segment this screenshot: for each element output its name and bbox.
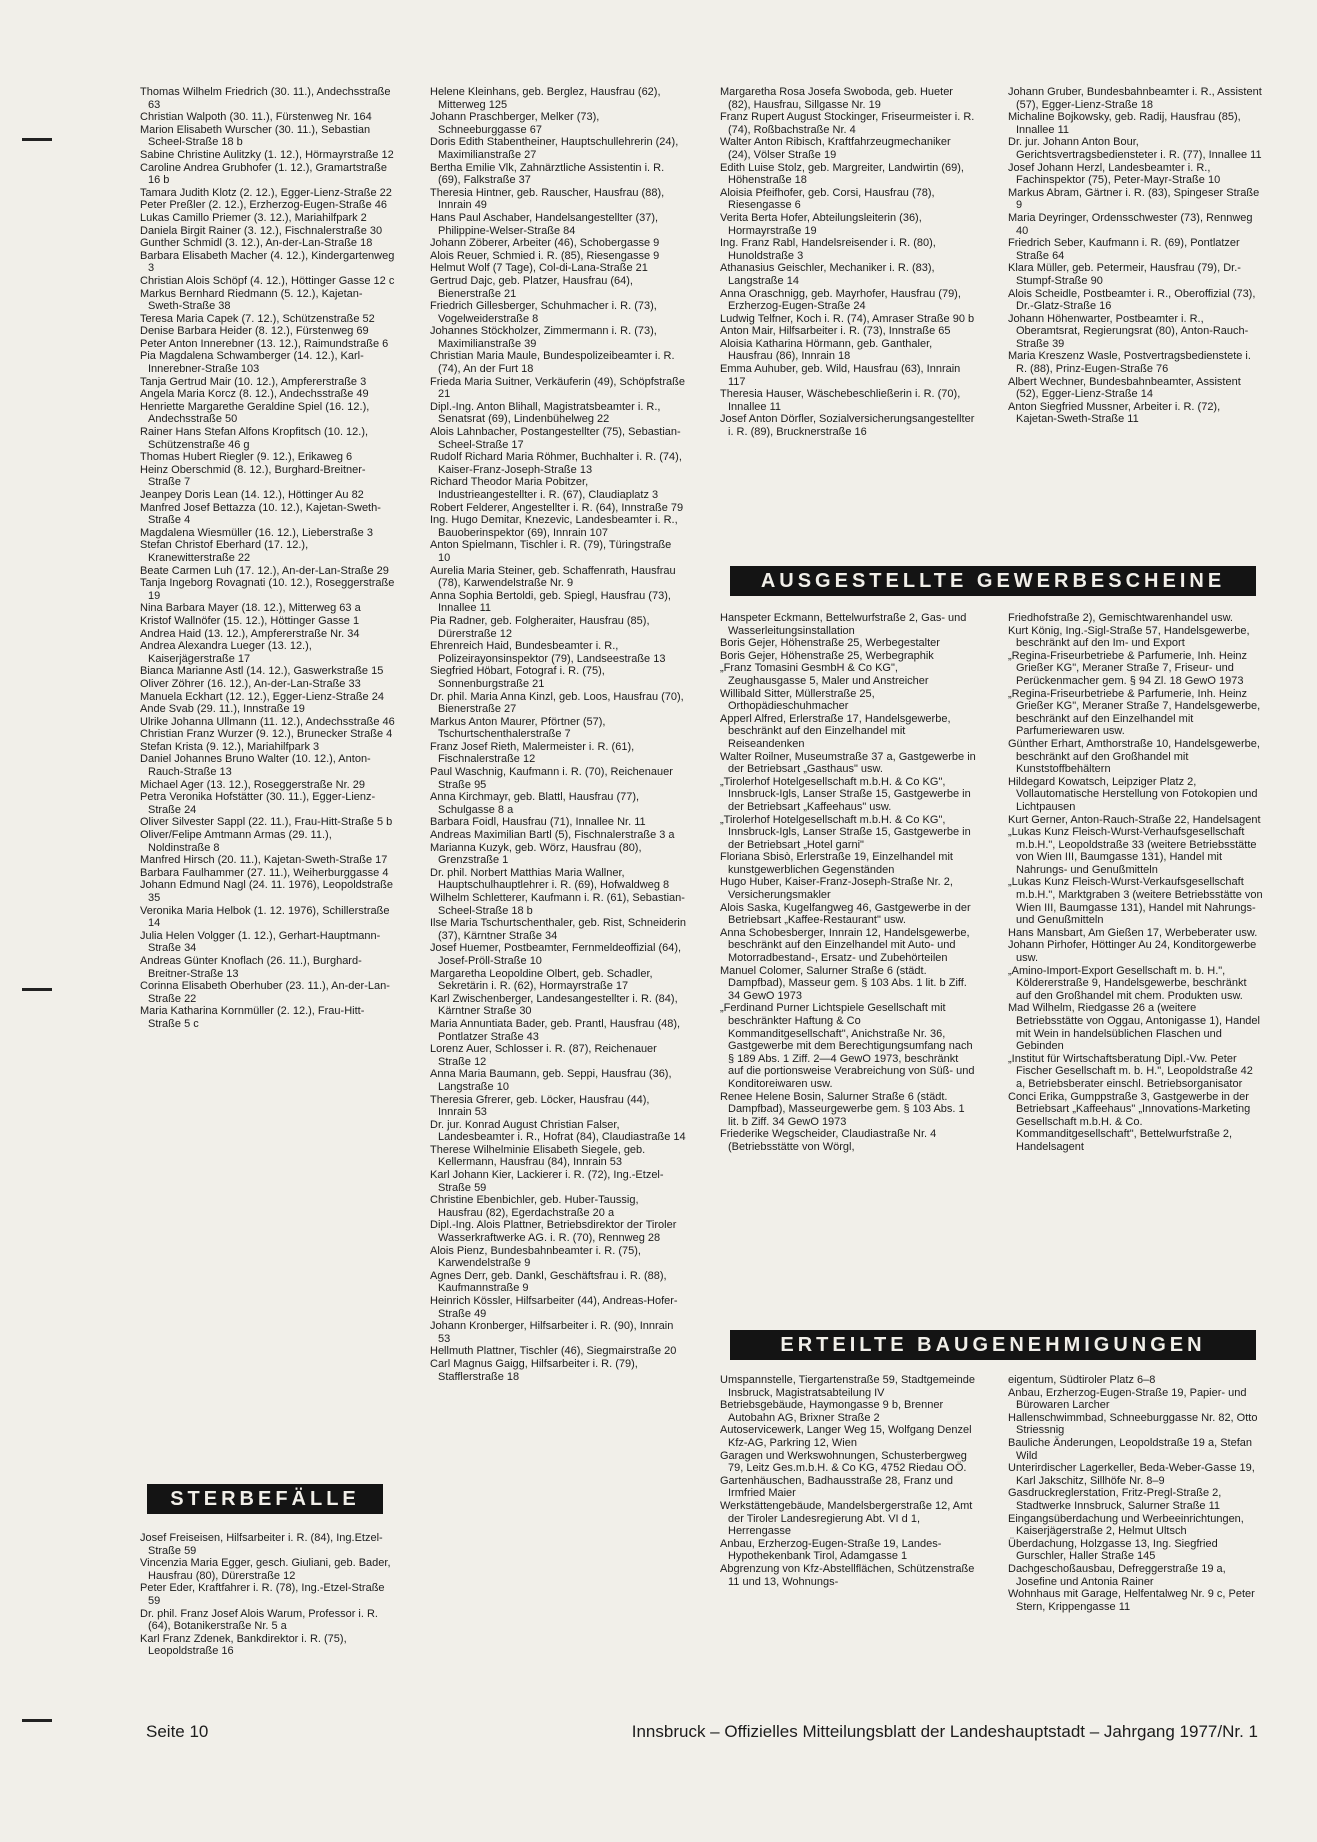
list-entry: Hildegard Kowatsch, Leipziger Platz 2, Vollautomatische Herstellung von Fotokopien und Lichtpausen <box>1008 775 1258 813</box>
list-entry: Robert Felderer, Angestellter i. R. (64), Innstraße 79 <box>430 501 684 514</box>
list-entry: Alois Saska, Kugelfangweg 46, Gastgewerbe in der Betriebsart „Kaffee-Restaurant" usw. <box>720 901 971 927</box>
building-permits-column-2 <box>1008 1374 1264 1613</box>
list-entry: Theresia Hintner, geb. Rauscher, Hausfrau (88), Innrain 49 <box>430 186 665 212</box>
list-entry: Peter Anton Innerebner (13. 12.), Raimundstraße 6 <box>140 337 389 350</box>
list-entry: Christian Franz Wurzer (9. 12.), Brunecker Straße 4 <box>140 728 393 741</box>
list-entry: Veronika Maria Helbok (1. 12. 1976), Schillerstraße 14 <box>140 904 390 930</box>
list-entry: Markus Anton Maurer, Pförtner (57), Tschurtschenthalerstraße 7 <box>430 715 606 741</box>
list-entry: Daniela Birgit Rainer (3. 12.), Fischnalerstraße 30 <box>140 224 383 237</box>
list-entry: Friedrich Seber, Kaufmann i. R. (69), Pontlatzer Straße 64 <box>1008 237 1240 262</box>
list-entry: Karl Franz Zdenek, Bankdirektor i. R. (75), Leopoldstraße 16 <box>140 1632 347 1658</box>
list-entry: Manuel Colomer, Salurner Straße 6 (städt. Dampfbad), Masseur gem. § 103 Abs. 1 lit. b Ziff. 34 GewO 1973 <box>720 964 967 1002</box>
list-entry: Maria Annuntiata Bader, geb. Prantl, Hausfrau (48), Pontlatzer Straße 43 <box>430 1017 681 1043</box>
list-entry: Ulrike Johanna Ullmann (11. 12.), Andechsstraße 46 <box>140 715 395 728</box>
list-entry: Stefan Krista (9. 12.), Mariahilfpark 3 <box>140 740 320 753</box>
list-entry: Hanspeter Eckmann, Bettelwurfstraße 2, Gas- und Wasserleitungsinstallation <box>720 612 967 637</box>
list-entry: Abgrenzung von Kfz-Abstellflächen, Schützenstraße 11 und 13, Wohnungs- <box>720 1562 975 1588</box>
list-entry: Anna Kirchmayr, geb. Blattl, Hausfrau (77), Schulgasse 8 a <box>430 791 640 816</box>
publication-line: Innsbruck – Offizielles Mitteilungsblatt der Landeshauptstadt – Jahrgang 1977/Nr. 1 <box>631 1722 1258 1741</box>
list-entry: Lukas Camillo Priemer (3. 12.), Mariahilfpark 2 <box>140 211 367 224</box>
list-entry: Christian Walpoth (30. 11.), Fürstenweg Nr. 164 <box>140 111 372 124</box>
trade-licenses-column-1 <box>720 612 976 1154</box>
list-entry: Josef Anton Dörfler, Sozialversicherungsangestellter i. R. (89), Brucknerstraße 16 <box>720 413 975 439</box>
list-entry: Rainer Hans Stefan Alfons Kropfitsch (10. 12.), Schützenstraße 46 g <box>140 426 369 451</box>
list-entry: Aloisia Pfeifhofer, geb. Corsi, Hausfrau (78), Riesengasse 6 <box>720 186 935 212</box>
list-entry: Dr. jur. Johann Anton Bour, Gerichtsvertragsbediensteter i. R. (77), Innallee 11 <box>1008 136 1262 161</box>
list-entry: Barbara Faulhammer (27. 11.), Weiherburggasse 4 <box>140 866 389 879</box>
list-entry: Ludwig Telfner, Koch i. R. (74), Amraser Straße 90 b <box>720 312 975 325</box>
list-entry: Corinna Elisabeth Oberhuber (23. 11.), An-der-Lan-Straße 22 <box>140 980 390 1005</box>
list-entry: eigentum, Südtiroler Platz 6–8 <box>1008 1374 1156 1386</box>
list-entry: Willibald Sitter, Müllerstraße 25, Orthopädieschuhmacher <box>720 687 875 713</box>
list-entry: Anna Sophia Bertoldi, geb. Spiegl, Hausfrau (73), Innallee 11 <box>430 589 671 615</box>
list-entry: Theresia Hauser, Wäschebeschließerin i. R. (70), Innallee 11 <box>720 388 961 413</box>
list-entry: Dr. jur. Konrad August Christian Falser, Landesbeamter i. R., Hofrat (84), Claudiastraße 14 <box>430 1118 686 1144</box>
list-entry: Oliver/Felipe Amtmann Armas (29. 11.), Noldinstraße 8 <box>140 829 332 854</box>
list-entry: Therese Wilhelminie Elisabeth Siegele, geb. Kellermann, Hausfrau (84), Innrain 53 <box>430 1143 646 1169</box>
list-entry: Friedhofstraße 2), Gemischtwarenhandel usw. <box>1008 612 1233 624</box>
list-entry: Dr. phil. Franz Josef Alois Warum, Professor i. R. (64), Botanikerstraße Nr. 5 a <box>140 1607 378 1633</box>
list-entry: Eingangsüberdachung und Werbeeinrichtungen, Kaiserjägerstraße 2, Helmut Ultsch <box>1008 1512 1244 1538</box>
building-permits-column-1 <box>720 1374 976 1588</box>
list-entry: Günther Erhart, Amthorstraße 10, Handelsgewerbe, beschränkt auf den Großhandel mit Kunststoffbehältern <box>1008 737 1260 776</box>
trade-licenses-column-2 <box>1008 612 1264 1154</box>
section-heading-sterbefaelle: STERBEFÄLLE <box>147 1484 383 1514</box>
page-number: Seite 10 <box>146 1722 209 1741</box>
section-heading-baugenehmigungen: ERTEILTE BAUGENEHMIGUNGEN <box>730 1330 1256 1360</box>
list-entry: Dipl.-Ing. Alois Plattner, Betriebsdirektor der Tiroler Wasserkraftwerke AG. i. R. (70), Rennweg 28 <box>430 1219 677 1245</box>
list-entry: „Tirolerhof Hotelgesellschaft m.b.H. & Co KG", Innsbruck-Igls, Lanser Straße 15, Gastgewerbe in der Betriebsart „Kaffeehaus" usw. <box>720 775 971 813</box>
list-entry: Bauliche Änderungen, Leopoldstraße 19 a, Stefan Wild <box>1008 1436 1253 1462</box>
list-entry: Hans Mansbart, Am Gießen 17, Werbeberater usw. <box>1008 926 1258 939</box>
list-entry: Anna Oraschnigg, geb. Mayrhofer, Hausfrau (79), Erzherzog-Eugen-Straße 24 <box>720 287 961 313</box>
list-entry: Teresa Maria Capek (7. 12.), Schützenstraße 52 <box>140 312 375 325</box>
list-entry: Pia Radner, geb. Folgheraiter, Hausfrau (85), Dürerstraße 12 <box>430 614 650 640</box>
list-entry: Maria Deyringer, Ordensschwester (73), Rennweg 40 <box>1008 211 1253 237</box>
list-entry: Anna Maria Baumann, geb. Seppi, Hausfrau (36), Langstraße 10 <box>430 1068 672 1093</box>
list-entry: Überdachung, Holzgasse 13, Ing. Siegfried Gurschler, Haller Straße 145 <box>1008 1537 1218 1563</box>
list-entry: Aurelia Maria Steiner, geb. Schaffenrath, Hausfrau (78), Karwendelstraße Nr. 9 <box>430 564 676 590</box>
list-entry: Peter Preßler (2. 12.), Erzherzog-Eugen-Straße 46 <box>140 199 387 212</box>
list-entry: Kurt König, Ing.-Sigl-Straße 57, Handelsgewerbe, beschränkt auf den Im- und Export <box>1008 624 1250 650</box>
list-entry: Angela Maria Korcz (8. 12.), Andechsstraße 49 <box>140 388 369 401</box>
list-entry: Michael Ager (13. 12.), Roseggerstraße Nr. 29 <box>140 778 365 791</box>
list-entry: Johann Zöberer, Arbeiter (46), Schobergasse 9 <box>430 237 660 250</box>
list-entry: Denise Barbara Heider (8. 12.), Fürstenweg 69 <box>140 325 369 338</box>
list-entry: Christian Maria Maule, Bundespolizeibeamter i. R. (74), An der Furt 18 <box>430 350 675 376</box>
list-entry: Friederike Wegscheider, Claudiastraße Nr. 4 (Betriebsstätte von Wörgl, <box>720 1128 937 1153</box>
margin-mark <box>22 1719 52 1722</box>
list-entry: Manuela Eckhart (12. 12.), Egger-Lienz-Straße 24 <box>140 690 384 703</box>
list-entry: Oliver Silvester Sappl (22. 11.), Frau-Hitt-Straße 5 b <box>140 816 393 829</box>
list-entry: Markus Abram, Gärtner i. R. (83), Spingeser Straße 9 <box>1008 186 1260 212</box>
list-entry: Gartenhäuschen, Badhausstraße 28, Franz und Irmfried Maier <box>720 1474 953 1500</box>
list-entry: „Lukas Kunz Fleisch-Wurst-Verhaufsgesellschaft m.b.H.", Leopoldstraße 33 (weitere Betriebsstätte von Wien III, Baumgasse 131), Handel mit Nahrungs- und Genußmitteln <box>1008 826 1257 876</box>
list-entry: Pia Magdalena Schwamberger (14. 12.), Karl-Innerebner-Straße 103 <box>140 350 364 376</box>
list-entry: Betriebsgebäude, Haymongasse 9 b, Brenner Autobahn AG, Brixner Straße 2 <box>720 1399 944 1424</box>
list-entry: Lorenz Auer, Schlosser i. R. (87), Reichenauer Straße 12 <box>430 1043 657 1068</box>
list-entry: Franz Josef Rieth, Malermeister i. R. (61), Fischnalerstraße 12 <box>430 740 635 766</box>
list-entry: Josef Huemer, Postbeamter, Fernmeldeoffizial (64), Josef-Pröll-Straße 10 <box>430 942 682 967</box>
list-entry: Hellmuth Plattner, Tischler (46), Siegmairstraße 20 <box>430 1345 677 1358</box>
list-entry: Floriana Sbisò, Erlerstraße 19, Einzelhandel mit kunstgewerblichen Gegenständen <box>720 851 953 876</box>
list-entry: „Regina-Friseurbetriebe & Parfumerie, Inh. Heinz Grießer KG", Meraner Straße 7, Handelsgewerbe, beschränkt auf den Einzelhandel mit Parfumeriewaren usw. <box>1008 687 1261 738</box>
list-entry: Conci Erika, Gumppstraße 3, Gastgewerbe in der Betriebsart „Kaffeehaus" „Innovations-Marketing Gesellschaft m.b.H. & Co. Kommanditgesellschaft", Bettelwurfstraße 2, Handelsagent <box>1008 1090 1251 1153</box>
list-entry: Thomas Hubert Riegler (9. 12.), Erikaweg 6 <box>140 451 353 464</box>
list-entry: Gertrud Dajc, geb. Platzer, Hausfrau (64), Bienerstraße 21 <box>430 274 633 300</box>
list-entry: Nina Barbara Mayer (18. 12.), Mitterweg 63 a <box>140 602 361 615</box>
list-entry: Unterirdischer Lagerkeller, Beda-Weber-Gasse 19, Karl Jakschitz, Sillhöfe Nr. 8–9 <box>1008 1462 1255 1487</box>
list-entry: Michaline Bojkowsky, geb. Radij, Hausfrau (85), Innallee 11 <box>1008 111 1241 136</box>
list-entry: Christian Alois Schöpf (4. 12.), Höttinger Gasse 12 c <box>140 274 395 287</box>
list-entry: „Tirolerhof Hotelgesellschaft m.b.H. & Co KG", Innsbruck-Igls, Lanser Straße 15, Gastgewerbe in der Betriebsart „Hotel garni" <box>720 813 971 851</box>
list-entry: Dipl.-Ing. Anton Blihall, Magistratsbeamter i. R., Senatsrat (69), Lindenbühelweg 22 <box>430 400 661 426</box>
list-entry: Johann Praschberger, Melker (73), Schneeburggasse 67 <box>430 111 600 136</box>
list-entry: Agnes Derr, geb. Dankl, Geschäftsfrau i. R. (88), Kaufmannstraße 9 <box>430 1269 667 1295</box>
list-entry: Johann Edmund Nagl (24. 11. 1976), Leopoldstraße 35 <box>140 879 393 904</box>
margin-mark <box>22 988 52 991</box>
list-entry: Wilhelm Schletterer, Kaufmann i. R. (61), Sebastian-Scheel-Straße 18 b <box>430 892 685 917</box>
list-entry: Magdalena Wiesmüller (16. 12.), Lieberstraße 3 <box>140 526 373 539</box>
list-entry: Sabine Christine Aulitzky (1. 12.), Hörmayrstraße 12 <box>140 148 394 161</box>
list-entry: Dr. phil. Norbert Matthias Maria Wallner, Hauptschulhauptlehrer i. R. (69), Hofwaldweg 8 <box>430 866 670 892</box>
list-entry: Barbara Foidl, Hausfrau (71), Innallee Nr. 11 <box>430 816 646 829</box>
list-entry: Anton Siegfried Mussner, Arbeiter i. R. (72), Kajetan-Sweth-Straße 11 <box>1008 400 1221 426</box>
list-entry: Josef Freiseisen, Hilfsarbeiter i. R. (84), Ing.Etzel-Straße 59 <box>140 1532 383 1557</box>
list-entry: Ehrenreich Haid, Bundesbeamter i. R., Polizeirayonsinspektor (79), Landseestraße 13 <box>430 640 666 665</box>
list-entry: Alois Pienz, Bundesbahnbeamter i. R. (75), Karwendelstraße 9 <box>430 1244 641 1270</box>
list-entry: Heinrich Kössler, Hilfsarbeiter (44), Andreas-Hofer-Straße 49 <box>430 1295 678 1320</box>
list-entry: Karl Zwischenberger, Landesangestellter i. R. (84), Kärntner Straße 30 <box>430 992 678 1018</box>
list-entry: Ande Svab (29. 11.), Innstraße 19 <box>140 703 305 716</box>
list-entry: Manfred Hirsch (20. 11.), Kajetan-Sweth-Straße 17 <box>140 854 388 867</box>
list-entry: Umspannstelle, Tiergartenstraße 59, Stadtgemeinde Insbruck, Magistratsabteilung IV <box>720 1374 975 1399</box>
list-entry: Hallenschwimmbad, Schneeburggasse Nr. 82, Otto Striessnig <box>1008 1411 1258 1437</box>
list-entry: Maria Katharina Kornmüller (2. 12.), Frau-Hitt-Straße 5 c <box>140 1005 365 1030</box>
list-entry: „Institut für Wirtschaftsberatung Dipl.-Vw. Peter Fischer Gesellschaft m. b. H.", Leopoldstraße 42 a, Betriebsberater einschl. Betriebsorganisator <box>1008 1052 1253 1090</box>
list-entry: Manfred Josef Bettazza (10. 12.), Kajetan-Sweth-Straße 4 <box>140 501 381 527</box>
list-entry: Edith Luise Stolz, geb. Margreiter, Landwirtin (69), Höhenstraße 18 <box>720 161 964 187</box>
list-entry: Heinz Oberschmid (8. 12.), Burghard-Breitner-Straße 7 <box>140 463 366 489</box>
list-entry: Werkstättengebäude, Mandelsbergerstraße 12, Amt der Tiroler Landesregierung Abt. VI d 1, Herrengasse <box>720 1499 973 1538</box>
list-entry: Bianca Marianne Astl (14. 12.), Gaswerkstraße 15 <box>140 665 384 678</box>
list-entry: Thomas Wilhelm Friedrich (30. 11.), Andechsstraße 63 <box>140 86 391 111</box>
list-entry: Karl Johann Kier, Lackierer i. R. (72), Ing.-Etzel-Straße 59 <box>430 1169 664 1194</box>
list-entry: Hans Paul Aschaber, Handelsangestellter (37), Philippine-Welser-Straße 84 <box>430 211 659 237</box>
deaths-column-2 <box>430 86 686 1383</box>
list-entry: Kristof Wallnöfer (15. 12.), Höttinger Gasse 1 <box>140 614 360 627</box>
list-entry: Athanasius Geischler, Mechaniker i. R. (83), Langstraße 14 <box>720 262 935 287</box>
list-entry: Ing. Franz Rabl, Handelsreisender i. R. (80), Hunoldstraße 3 <box>720 237 936 262</box>
list-entry: Friedrich Gillesberger, Schuhmacher i. R. (73), Vogelweiderstraße 8 <box>430 300 657 325</box>
list-entry: Johann Kronberger, Hilfsarbeiter i. R. (90), Innrain 53 <box>430 1320 674 1345</box>
list-entry: Peter Eder, Kraftfahrer i. R. (78), Ing.-Etzel-Straße 59 <box>140 1582 385 1607</box>
list-entry: Tanja Ingeborg Rovagnati (10. 12.), Roseggerstraße 19 <box>140 577 395 602</box>
list-entry: Doris Edith Stabentheiner, Hauptschullehrerin (24), Maximilianstraße 27 <box>430 136 679 161</box>
list-entry: Oliver Zöhrer (16. 12.), An-der-Lan-Straße 33 <box>140 677 361 690</box>
list-entry: Marianna Kuzyk, geb. Wörz, Hausfrau (80), Grenzstraße 1 <box>430 841 642 867</box>
list-entry: „Franz Tomasini GesmbH & Co KG", Zeughausgasse 5, Maler und Anstreicher <box>720 662 929 687</box>
list-entry: Gasdruckreglerstation, Fritz-Pregl-Straße 2, Stadtwerke Innsbruck, Salurner Straße 11 <box>1008 1487 1222 1512</box>
list-entry: Siegfried Höbart, Fotograf i. R. (75), Sonnenburgstraße 21 <box>430 665 605 690</box>
list-entry: Gunther Schmidl (3. 12.), An-der-Lan-Straße 18 <box>140 237 373 250</box>
list-entry: Tamara Judith Klotz (2. 12.), Egger-Lienz-Straße 22 <box>140 186 392 199</box>
list-entry: Alois Scheidle, Postbeamter i. R., Oberoffizial (73), Dr.-Glatz-Straße 16 <box>1008 287 1256 313</box>
deaths-column-3 <box>720 86 976 439</box>
list-entry: Walter Anton Ribisch, Kraftfahrzeugmechaniker (24), Völser Straße 19 <box>720 136 951 161</box>
list-entry: Ing. Hugo Demitar, Knezevic, Landesbeamter i. R., Bauoberinspektor (69), Innrain 107 <box>430 514 678 539</box>
list-entry: Walter Roilner, Museumstraße 37 a, Gastgewerbe in der Betriebsart „Gasthaus" usw. <box>720 750 976 776</box>
list-entry: Johann Gruber, Bundesbahnbeamter i. R., Assistent (57), Egger-Lienz-Straße 18 <box>1008 86 1262 111</box>
list-entry: Helmut Wolf (7 Tage), Col-di-Lana-Straße 21 <box>430 262 648 275</box>
list-entry: Paul Waschnig, Kaufmann i. R. (70), Reichenauer Straße 95 <box>430 766 673 791</box>
deaths-column-4 <box>1008 86 1264 426</box>
list-entry: Aloisia Katharina Hörmann, geb. Ganthaler, Hausfrau (86), Innrain 18 <box>720 337 933 363</box>
list-entry: „Amino-Import-Export Gesellschaft m. b. H.", Köldererstraße 9, Handelsgewerbe, beschränkt auf den Großhandel mit chem. Produkten usw. <box>1008 964 1247 1002</box>
section-heading-gewerbescheine: AUSGESTELLTE GEWERBESCHEINE <box>730 566 1256 596</box>
list-entry: Dachgeschoßausbau, Defreggerstraße 19 a, Josefine und Antonia Rainer <box>1008 1562 1226 1588</box>
list-entry: Christine Ebenbichler, geb. Huber-Taussig, Hausfrau (82), Egerdachstraße 20 a <box>430 1194 639 1219</box>
list-entry: Margaretha Rosa Josefa Swoboda, geb. Hueter (82), Hausfrau, Sillgasse Nr. 19 <box>720 86 953 111</box>
list-entry: Hugo Huber, Kaiser-Franz-Joseph-Straße Nr. 2, Versicherungsmakler <box>720 876 953 902</box>
list-entry: Renee Helene Bosin, Salurner Straße 6 (städt. Dampfbad), Masseurgewerbe gem. § 103 Abs. 1 lit. b Ziff. 34 GewO 1973 <box>720 1090 965 1128</box>
list-entry: Theresia Gfrerer, geb. Löcker, Hausfrau (44), Innrain 53 <box>430 1093 650 1119</box>
list-entry: Boris Gejer, Höhenstraße 25, Werbegraphik <box>720 649 934 662</box>
list-entry: Marion Elisabeth Wurscher (30. 11.), Sebastian Scheel-Straße 18 b <box>140 123 371 149</box>
births-column <box>140 86 396 1031</box>
list-entry: Tanja Gertrud Mair (10. 12.), Ampfererstraße 3 <box>140 375 367 388</box>
list-entry: Alois Lahnbacher, Postangestellter (75), Sebastian-Scheel-Straße 17 <box>430 426 681 451</box>
list-entry: Emma Auhuber, geb. Wild, Hausfrau (63), Innrain 117 <box>720 363 961 388</box>
list-entry: Julia Helen Volgger (1. 12.), Gerhart-Hauptmann-Straße 34 <box>140 929 381 955</box>
list-entry: Helene Kleinhans, geb. Berglez, Hausfrau (62), Mitterweg 125 <box>430 86 661 111</box>
list-entry: Frieda Maria Suitner, Verkäuferin (49), Schöpfstraße 21 <box>430 375 685 401</box>
list-entry: Boris Gejer, Höhenstraße 25, Werbegestalter <box>720 637 940 650</box>
list-entry: Alois Reuer, Schmied i. R. (85), Riesengasse 9 <box>430 249 660 262</box>
list-entry: Andreas Maximilian Bartl (5), Fischnalerstraße 3 a <box>430 829 675 842</box>
list-entry: Jeanpey Doris Lean (14. 12.), Höttinger Au 82 <box>140 489 364 501</box>
list-entry: Anbau, Erzherzog-Eugen-Straße 19, Landes-Hypothekenbank Tirol, Adamgasse 1 <box>720 1537 942 1563</box>
list-entry: Albert Wechner, Bundesbahnbeamter, Assistent (52), Egger-Lienz-Straße 14 <box>1008 375 1241 401</box>
list-entry: Andrea Alexandra Lueger (13. 12.), Kaiserjägerstraße 17 <box>140 640 312 665</box>
list-entry: Maria Kreszenz Wasle, Postvertragsbedienstete i. R. (88), Prinz-Eugen-Straße 76 <box>1008 350 1251 376</box>
list-entry: Ilse Maria Tschurtschenthaler, geb. Rist, Schneiderin (37), Kärntner Straße 34 <box>430 917 686 942</box>
list-entry: Klara Müller, geb. Petermeir, Hausfrau (79), Dr.-Stumpf-Straße 90 <box>1008 262 1241 287</box>
list-entry: Franz Rupert August Stockinger, Friseurmeister i. R. (74), Roßbachstraße Nr. 4 <box>720 111 975 136</box>
list-entry: Anton Mair, Hilfsarbeiter i. R. (73), Innstraße 65 <box>720 325 951 338</box>
list-entry: Anton Spielmann, Tischler i. R. (79), Türingstraße 10 <box>430 539 672 564</box>
list-entry: Autoservicewerk, Langer Weg 15, Wolfgang Denzel Kfz-AG, Parkring 12, Wien <box>720 1424 972 1449</box>
list-entry: Johann Höhenwarter, Postbeamter i. R., Oberamtsrat, Regierungsrat (80), Anton-Rauch-Straße 39 <box>1008 312 1249 350</box>
list-entry: Johannes Stöckholzer, Zimmermann i. R. (73), Maximilianstraße 39 <box>430 325 657 350</box>
list-entry: Henriette Margarethe Geraldine Spiel (16. 12.), Andechsstraße 50 <box>140 400 370 426</box>
list-entry: Kurt Gerner, Anton-Rauch-Straße 22, Handelsagent <box>1008 813 1261 826</box>
list-entry: Anbau, Erzherzog-Eugen-Straße 19, Papier- und Bürowaren Larcher <box>1008 1386 1247 1412</box>
list-entry: Apperl Alfred, Erlerstraße 17, Handelsgewerbe, beschränkt auf den Einzelhandel mit Reiseandenken <box>720 712 951 750</box>
list-entry: Andrea Haid (13. 12.), Ampfererstraße Nr. 34 <box>140 627 360 640</box>
list-entry: Petra Veronika Hofstätter (30. 11.), Egger-Lienz-Straße 24 <box>140 791 376 816</box>
list-entry: Wohnhaus mit Garage, Helfentalweg Nr. 9 c, Peter Stern, Krippengasse 11 <box>1008 1588 1255 1613</box>
list-entry: Richard Theodor Maria Pobitzer, Industrieangestellter i. R. (67), Claudiaplatz 3 <box>430 476 659 501</box>
list-entry: Dr. phil. Maria Anna Kinzl, geb. Loos, Hausfrau (70), Bienerstraße 27 <box>430 690 684 716</box>
margin-mark <box>22 138 52 141</box>
list-entry: „Ferdinand Purner Lichtspiele Gesellschaft mit beschränkter Haftung & Co Kommanditgesellschaft", Anichstraße Nr. 36, Gastgewerbe mit dem Berechtigungsumfang nach § 189 Abs. 1 Ziff. 2—4 GewO 1973, beschränkt auf die portionsweise Verabreichung von Süß- und Konditoreiwaren usw. <box>720 1002 975 1090</box>
list-entry: Barbara Elisabeth Macher (4. 12.), Kindergartenweg 3 <box>140 249 395 275</box>
list-entry: Mad Wilhelm, Riedgasse 26 a (weitere Betriebsstätte von Oggau, Antonigasse 1), Handel mit Wein in handelsüblichen Flaschen und Gebinden <box>1008 1002 1260 1053</box>
list-entry: Vincenzia Maria Egger, gesch. Giuliani, geb. Bader, Hausfrau (80), Dürerstraße 12 <box>140 1557 391 1582</box>
list-entry: Garagen und Werkswohnungen, Schusterbergweg 79, Leitz Ges.m.b.H. & Co KG, 4752 Riedau OÖ. <box>720 1449 967 1475</box>
list-entry: „Regina-Friseurbetriebe & Parfumerie, Inh. Heinz Grießer KG", Meraner Straße 7, Friseur- und Perückenmacher gem. § 94 Zl. 18 GewO 1973 <box>1008 649 1248 687</box>
list-entry: Bertha Emilie Vlk, Zahnärztliche Assistentin i. R. (69), Falkstraße 37 <box>430 161 665 187</box>
list-entry: Stefan Christof Eberhard (17. 12.), Kranewitterstraße 22 <box>140 539 309 564</box>
list-entry: „Lukas Kunz Fleisch-Wurst-Verkaufsgesellschaft m.b.H.", Marktgraben 3 (weitere Betriebsstätte von Wien III, Baumgasse 131), Handel mit Nahrungs- und Genußmitteln <box>1008 876 1263 927</box>
list-entry: Verita Berta Hofer, Abteilungsleiterin (36), Hormayrstraße 19 <box>720 211 922 237</box>
list-entry: Markus Bernhard Riedmann (5. 12.), Kajetan-Sweth-Straße 38 <box>140 287 363 313</box>
list-entry: Margaretha Leopoldine Olbert, geb. Schadler, Sekretärin i. R. (62), Hormayrstraße 17 <box>430 967 653 993</box>
list-entry: Anna Schobesberger, Innrain 12, Handelsgewerbe, beschränkt auf den Einzelhandel mit Auto- und Motorradbestand-, Ersatz- und Zubehörteilen <box>720 926 970 965</box>
list-entry: Caroline Andrea Grubhofer (1. 12.), Gramartstraße 16 b <box>140 161 387 187</box>
deaths-column-1 <box>140 1532 396 1658</box>
list-entry: Daniel Johannes Bruno Walter (10. 12.), Anton-Rauch-Straße 13 <box>140 753 371 779</box>
list-entry: Andreas Günter Knoflach (26. 11.), Burghard-Breitner-Straße 13 <box>140 954 362 980</box>
list-entry: Beate Carmen Luh (17. 12.), An-der-Lan-Straße 29 <box>140 564 389 577</box>
list-entry: Johann Pirhofer, Höttinger Au 24, Konditorgewerbe usw. <box>1008 939 1257 965</box>
list-entry: Carl Magnus Gaigg, Hilfsarbeiter i. R. (79), Stafflerstraße 18 <box>430 1357 638 1383</box>
list-entry: Josef Johann Herzl, Landesbeamter i. R., Fachinspektor (75), Peter-Mayr-Straße 10 <box>1008 161 1221 187</box>
list-entry: Rudolf Richard Maria Röhmer, Buchhalter i. R. (74), Kaiser-Franz-Joseph-Straße 13 <box>430 451 682 476</box>
